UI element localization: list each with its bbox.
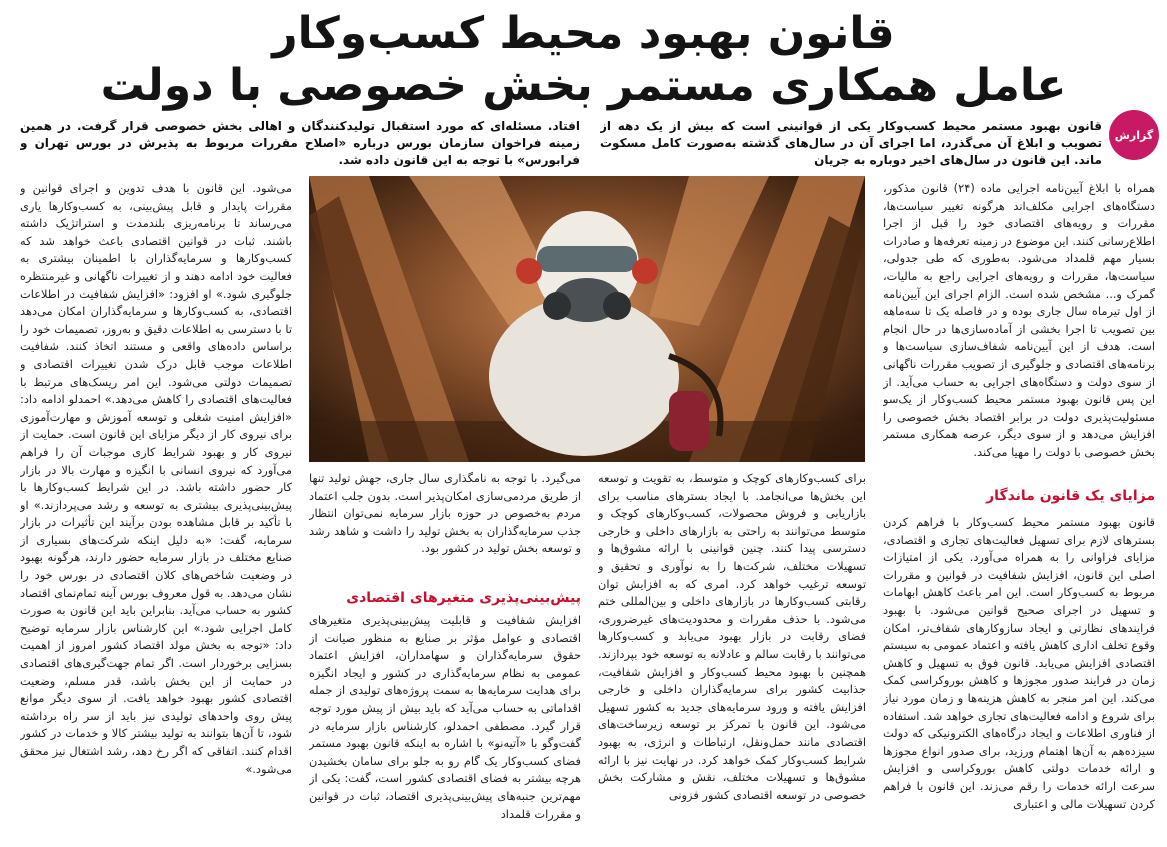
report-badge: گزارش (1109, 110, 1159, 160)
article-column-middle-left (309, 470, 581, 588)
lead-paragraph-left: افتاد. مسئله‌ای که مورد استقبال تولیدکنندگان و اهالی بخش خصوصی قرار گرفت. در همین زمینه فراخوان سازمان بورس درباره «اصلاح مقررات مربوط به پذیرش در بورس تهران و فرابورس» با توجه به این قانون داده شد. (20, 119, 580, 167)
column-text: افزایش شفافیت و قابلیت پیش‌بینی‌پذیری متغیرهای اقتصادی و عوامل مؤثر بر صنایع به منظور صیانت از حقوق سرمایه‌گذاران و سهامداران، افزایش اعتماد عمومی به نظام سرمایه‌گذاری در کشور و ایجاد انگیزه برای هدایت سرمایه‌ها به سمت پروژه‌های تولیدی از جمله اقداماتی به حساب می‌آید که باید بیش از پیش مورد توجه قرار گیرد. مصطفی احمدلو، کارشناس بازار سرمایه در گفت‌وگو با «آتیه‌نو» با اشاره به اینکه قانون بهبود مستمر فضای کسب‌وکار یک گام رو به جلو برای سامان بخشیدن هرچه بیشتر به فضای اقتصادی کشور است، گفت: یکی از مهم‌ترین جنبه‌های پیش‌بینی‌پذیری اقتصاد، ثبات در قوانین و مقررات قلمداد (309, 613, 581, 821)
article-column-right (883, 180, 1155, 480)
column-text: برای کسب‌وکارهای کوچک و متوسط، به تقویت و توسعه این بخش‌ها می‌انجامد. با ایجاد بسترهای مناسب برای بازاریابی و فروش محصولات، کسب‌وکارهای کوچک و متوسط می‌توانند به راحتی به بازارهای داخلی و خارجی دسترسی پیدا کنند. چنین قوانینی با ارائه مشوق‌ها و تسهیلات مختلف، شرکت‌ها را به نوآوری و تحقیق و توسعه ترغیب خواهد کرد. امری که به افزایش توان رقابتی کسب‌وکارها در بازارهای داخلی و بین‌المللی ختم می‌شود. با حذف مقررات و محدودیت‌های غیرضروری، فضای رقابت در بازار بهبود می‌یابد و کسب‌وکارها می‌توانند با رقابت سالم و عادلانه به توسعه خود بپردازند. همچنین با بهبود محیط کسب‌وکار و افزایش شفافیت، جذابیت کشور برای سرمایه‌گذاران داخلی و خارجی افزایش یافته و ورود سرمایه‌های جدید به کشور تسهیل می‌شود. این قانون با تمرکز بر توسعه زیرساخت‌های اقتصادی مانند حمل‌ونقل، ارتباطات و انرژی، به بهبود شرایط کسب‌وکار کمک خواهد کرد. در نهایت نیز با ارائه مشوق‌ها و تسهیلات مختلف، نقش و مشارکت بخش خصوصی در توسعه اقتصادی کشور فزونی (598, 471, 866, 802)
subheading-predictability: پیش‌بینی‌پذیری متغیرهای اقتصادی (346, 590, 581, 606)
column-text: قانون بهبود مستمر محیط کسب‌وکار با فراهم کردن بسترهای لازم برای تسهیل فعالیت‌های تجاری و اقتصادی، مزایای فراوانی را به همراه می‌آورد. یکی از امتیازات اصلی این قانون، افزایش شفافیت در قوانین و مقررات مربوط به کسب‌وکار است. این امر باعث کاهش ابهامات و تسهیل در اجرای صحیح قوانین می‌شود. با بهبود فرایندهای نظارتی و ایجاد سازوکارهای شفاف‌تر، امکان وقوع تخلف اداری کاهش یافته و اعتماد عمومی به سیستم اقتصادی افزایش می‌یابد. قانون فوق به تسهیل و کاهش زمان در فرایند صدور مجوزها و کاهش بوروکراسی کمک می‌کند. این امر منجر به کاهش هزینه‌ها و زمان مورد نیاز برای شروع و ادامه فعالیت‌های تجاری خواهد شد. استفاده از فناوری اطلاعات و ایجاد درگاه‌های الکترونیکی که دولت سیزده‌هم به آن‌ها اهتمام ورزید، برای صدور انواع مجوزها و ارائه خدمات دولتی کاهش بوروکراسی و افزایش سرعت ارائه خدمات را رقم می‌زند. این قانون با فراهم کردن تسهیلات مالی و اعتباری (883, 515, 1155, 811)
column-text: می‌شود. این قانون با هدف تدوین و اجرای قوانین و مقررات پایدار و قابل پیش‌بینی، به کسب‌وکارها یاری می‌رساند تا برنامه‌ریزی بلندمدت و استراتژیک داشته باشند. ثبات در قوانین اقتصادی باعث خواهد شد که کسب‌وکارها و سرمایه‌گذاران با اطمینان بیشتری به فعالیت خود ادامه دهند و از تغییرات ناگهانی و غیرمنتظره جلوگیری شود.» او افزود: «افزایش شفافیت در اطلاعات اقتصادی، به کسب‌وکارها و سرمایه‌گذاران امکان می‌دهد تا با دسترسی به اطلاعات دقیق و به‌روز، تصمیمات خود را براساس داده‌های واقعی و مستند اتخاذ کنند. شفافیت اطلاعات موجب قابل درک شدن تغییرات اقتصادی و تصمیمات دولتی می‌شود. این امر ریسک‌های مرتبط با فعالیت‌های اقتصادی را کاهش می‌دهد.» احمدلو ادامه داد: «افزایش امنیت شغلی و توسعه آموزش و مهارت‌آموزی برای نیروی کار از دیگر مزایای این قانون است. حمایت از نیروی کار و بهبود شرایط کاری موجبات آن را فراهم می‌آورد که نیروی انسانی با انگیزه و مهارت بالا در بازار کار حضور داشته باشد. در این شرایط کسب‌وکارها با پیش‌بینی‌پذیری بیشتری به توسعه و رشد می‌پردازند.» او با تأکید بر قابل مشاهده بودن برآیند این تأثیرات در بازار سرمایه، گفت: «به دلیل اینکه شرکت‌های بسیاری از صنایع مختلف در بازار سرمایه حضور دارند، هرگونه بهبود در وضعیت شاخص‌های کلان اقتصادی در بورس خود را نشان می‌دهد. به قول معروف بورس آینه تمام‌نمای اقتصاد کشور به حساب می‌آید. بنابراین باید این قانون به صورت کامل اجرایی شود.» این کارشناس بازار سرمایه توضیح داد: «توجه به بخش مولد اقتصاد کشور امروز از اهمیت بسزایی برخوردار است. اگر تمام جهت‌گیری‌های اقتصادی در حمایت از این بخش باشد، قدر مسلم، وضعیت اقتصادی کشور بهبود خواهد یافت. از سوی دیگر موانع پیش روی واحدهای تولیدی نیز باید از سر راه برداشته شود، تا آن‌ها بتوانند به تولید بیشتر کالا و خدمات در کشور اقدام کنند. اتفاقی که اگر رخ دهد، رشد اشتغال نیز محقق می‌شود.» (20, 181, 292, 776)
article-column-middle-left-continued (309, 612, 581, 847)
worker-in-mask-photo (309, 176, 865, 462)
article-column-middle-right (598, 470, 866, 847)
article-column-left (20, 180, 292, 847)
column-text: می‌گیرد. با توجه به نامگذاری سال جاری، جهش تولید تنها از طریق مردمی‌سازی امکان‌پذیر است. بدون جلب اعتماد مردم به‌خصوص در حوزه بازار سرمایه نمی‌توان انتظار جذب سرمایه‌گذاران به بخش تولید را داشت و شاهد رشد و توسعه بخش تولید در کشور بود. (309, 471, 581, 556)
article-column-right-continued (883, 514, 1155, 847)
headline-line-1: قانون بهبود محیط کسب‌وکار (272, 8, 895, 59)
lead-paragraph-right: قانون بهبود مستمر محیط کسب‌وکار یکی از قوانینی است که بیش از یک دهه از تصویب و ابلاغ آن می‌گذرد، اما اجرای آن در سال‌های گذشته به‌صورت کامل مسکوت ماند. این قانون در سال‌های اخیر دوباره به جریان (600, 119, 1102, 167)
subheading-benefits: مزایای یک قانون ماندگار (986, 488, 1155, 504)
column-text: همراه با ابلاغ آیین‌نامه اجرایی ماده (۲۴) قانون مذکور، دستگاه‌های اجرایی مکلف‌اند هرگونه تغییر سیاست‌ها، مقررات و رویه‌های اقتصادی خود را قبل از اجرا اطلاع‌رسانی کنند. این موضوع در زمینه تعرفه‌ها و صادرات بسیار مهم قلمداد می‌شود. به‌طوری که طی جدولی، سیاست‌ها، مقررات و رویه‌های اجرایی راجع به مالیات، گمرک و... مشخص شده است. الزام اجرای این آیین‌نامه از اول تیرماه سال جاری بوده و در فاصله یک تا سه‌ماهه بین تصویب تا اجرا بخشی از آماده‌سازی‌ها در حال انجام است. هدف از این آیین‌نامه شفاف‌سازی سیاست‌ها و برنامه‌های اقتصادی و جلوگیری از تصویب مقررات ناگهانی از سوی دولت و دستگاه‌های اجرایی به حساب می‌آید. از این پس قانون بهبود مستمر محیط کسب‌وکار از یک‌سو مسئولیت‌پذیری دولت در برابر اقتصاد بخش خصوصی را افزایش می‌دهد و از سوی دیگر، عرصه همکاری مستمر بخش خصوصی با دولت را مهیا می‌کند. (883, 181, 1155, 459)
headline-line-2: عامل همکاری مستمر بخش خصوصی با دولت (100, 60, 1067, 111)
